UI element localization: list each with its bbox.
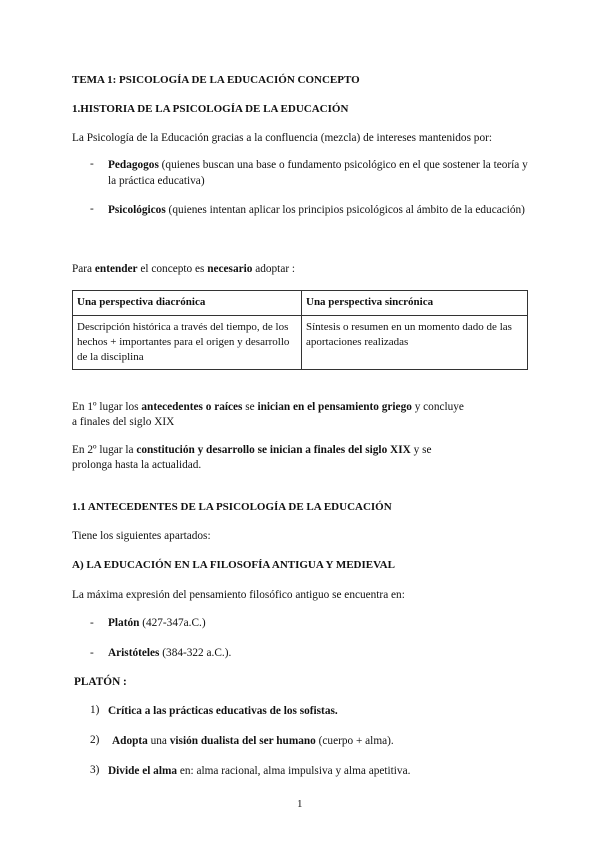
- bullet-bold: Pedagogos: [108, 159, 159, 171]
- first-place-paragraph-line2: a finales del siglo XIX: [72, 416, 175, 428]
- text-run: Para: [72, 263, 95, 275]
- bold-run: Platón: [108, 617, 140, 629]
- text-run: una: [147, 735, 170, 747]
- table-header-row: [73, 291, 528, 316]
- bold-run: antecedentes o raíces: [141, 401, 243, 413]
- text-run: se: [242, 401, 258, 413]
- text-run: y se: [410, 444, 432, 456]
- platon-item-2: [112, 734, 394, 749]
- bold-run: constitución y desarrollo se inician a finales del siglo XIX: [136, 444, 411, 456]
- platon-heading: PLATÓN :: [74, 676, 127, 688]
- bold-run: inician en el pensamiento griego: [257, 401, 412, 413]
- bold-run: necesario: [207, 263, 253, 275]
- second-place-paragraph: [72, 443, 431, 458]
- text-run: (cuerpo + alma).: [315, 735, 394, 747]
- philosopher-item: [108, 645, 538, 661]
- bold-run: entender: [94, 263, 138, 275]
- list-number: 2): [90, 734, 100, 746]
- text-run: el concepto es: [137, 263, 208, 275]
- list-number: 1): [90, 704, 100, 716]
- list-number: 3): [90, 764, 100, 776]
- page-number: 1: [297, 798, 303, 810]
- text-run: en: alma racional, alma impulsiva y alma apetitiva.: [177, 765, 411, 777]
- section-heading-1-1: 1.1 ANTECEDENTES DE LA PSICOLOGÍA DE LA EDUCACIÓN: [72, 501, 392, 513]
- platon-item-3: [108, 764, 410, 779]
- text-run: adoptar :: [252, 263, 296, 275]
- table-cell: Síntesis o resumen en un momento dado de las aportaciones realizadas: [302, 316, 528, 370]
- text-run: (384-322 a.C.).: [159, 647, 232, 659]
- table-header-cell: Una perspectiva diacrónica: [73, 291, 302, 316]
- table-row: [73, 316, 528, 370]
- second-place-paragraph-line2: prolonga hasta la actualidad.: [72, 459, 202, 471]
- maxima-paragraph: La máxima expresión del pensamiento filosófico antiguo se encuentra en:: [72, 589, 405, 601]
- section-heading-a: A) LA EDUCACIÓN EN LA FILOSOFÍA ANTIGUA Y MEDIEVAL: [72, 559, 395, 571]
- bold-run: Crítica a las prácticas educativas de los sofistas.: [108, 705, 338, 717]
- bold-run: Aristóteles: [108, 647, 160, 659]
- section-heading-1: 1.HISTORIA DE LA PSICOLOGÍA DE LA EDUCACIÓN: [72, 103, 349, 115]
- bullet-text: (quienes intentan aplicar los principios psicológicos al ámbito de la educación): [165, 204, 525, 216]
- text-run: y concluye: [411, 401, 464, 413]
- bullet-item-pedagogos: [108, 157, 538, 189]
- bullet-dash: -: [90, 158, 94, 170]
- first-place-paragraph: [72, 400, 464, 415]
- intro-paragraph: La Psicología de la Educación gracias a la confluencia (mezcla) de intereses mantenidos por:: [72, 132, 493, 144]
- text-run: En 2º lugar la: [72, 444, 137, 456]
- bold-run: Adopta: [112, 735, 148, 747]
- table-header-cell: Una perspectiva sincrónica: [302, 291, 528, 316]
- table-cell: Descripción histórica a través del tiempo, de los hechos + importantes para el origen y desarrollo de la disciplina: [73, 316, 302, 370]
- bullet-bold: Psicológicos: [108, 204, 166, 216]
- bullet-item-psicologicos: [108, 202, 538, 218]
- bullet-dash: -: [90, 617, 94, 629]
- apartados-text: Tiene los siguientes apartados:: [72, 530, 211, 542]
- bullet-text: (quienes buscan una base o fundamento psicológico en el que sostener la teoría y la práctica educativa): [108, 159, 528, 187]
- perspectives-table: [72, 290, 528, 370]
- text-run: (427-347a.C.): [139, 617, 206, 629]
- platon-item-1: [108, 704, 338, 719]
- bold-run: visión dualista del ser humano: [169, 735, 316, 747]
- bold-run: Divide el alma: [108, 765, 178, 777]
- philosopher-item: [108, 615, 538, 631]
- bullet-dash: -: [90, 203, 94, 215]
- bullet-dash: -: [90, 647, 94, 659]
- text-run: En 1º lugar los: [72, 401, 142, 413]
- adopt-paragraph: [72, 262, 295, 277]
- document-title: TEMA 1: PSICOLOGÍA DE LA EDUCACIÓN CONCEPTO: [72, 74, 360, 86]
